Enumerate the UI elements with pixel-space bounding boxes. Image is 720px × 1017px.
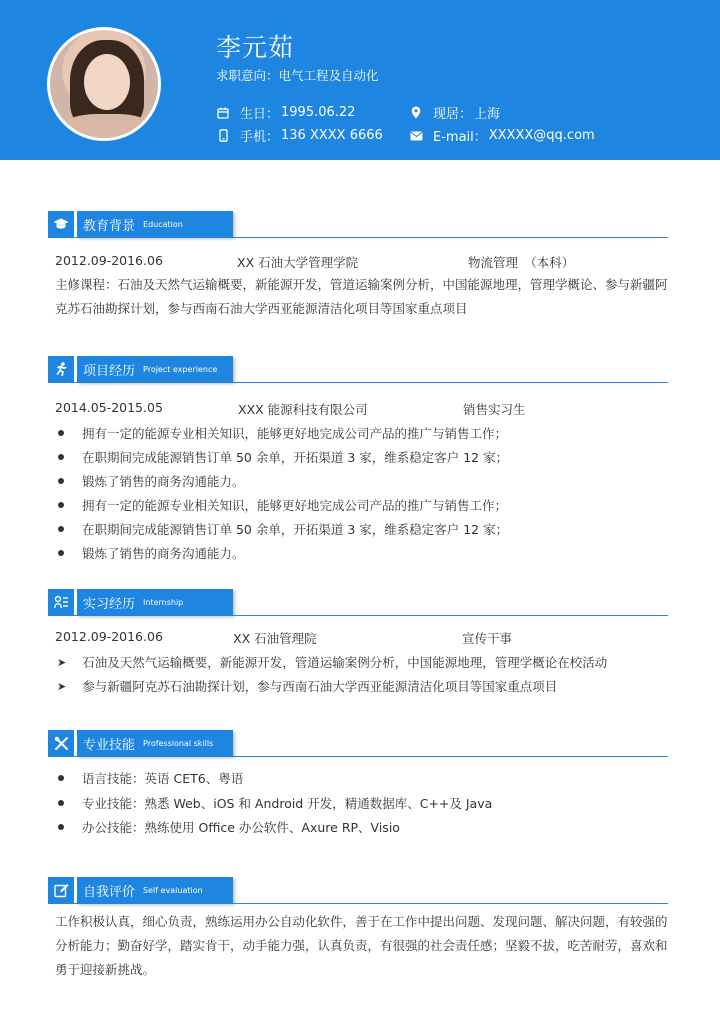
section-title-project bbox=[48, 356, 233, 382]
location-pin-icon bbox=[409, 106, 423, 120]
home-info bbox=[409, 103, 500, 122]
section-divider bbox=[48, 756, 668, 757]
self-title-en: Self evaluation bbox=[143, 885, 203, 895]
phone-label: 手机： bbox=[240, 130, 280, 145]
section-title-skills bbox=[48, 730, 233, 756]
project-title: 项目经历 bbox=[83, 363, 136, 379]
internship-company: XX 石油管理院 bbox=[233, 631, 317, 646]
internship-title-en: Internship bbox=[143, 597, 184, 607]
education-major: 物流管理 （本科） bbox=[468, 255, 575, 270]
email-info bbox=[409, 126, 595, 145]
list-item: ➤ 石油及天然气运输概要，新能源开发，管道运输案例分析，中国能源地理，管理学概论在校活动 bbox=[57, 655, 608, 670]
job-intent: 求职意向：电气工程及自动化 bbox=[216, 68, 379, 83]
internship-period: 2012.09-2016.06 bbox=[55, 629, 163, 644]
internship-title: 实习经历 bbox=[83, 596, 136, 612]
project-role: 销售实习生 bbox=[463, 402, 526, 417]
resume-header bbox=[0, 0, 720, 160]
self-title: 自我评价 bbox=[83, 884, 136, 900]
section-divider bbox=[48, 615, 668, 616]
education-courses: 主修课程：石油及天然气运输概要，新能源开发，管道运输案例分析，中国能源地理，管理学概论、参与新疆阿克苏石油勘探计划，参与西南石油大学西亚能源清洁化项目等国家重点项目 bbox=[55, 277, 668, 316]
list-item: 语言技能：英语 CET6、粤语 bbox=[55, 769, 243, 787]
email-value[interactable]: XXXXX@qq.com bbox=[488, 128, 595, 143]
list-item: 拥有一定的能源专业相关知识，能够更好地完成公司产品的推广与销售工作； bbox=[55, 424, 507, 442]
birth-info bbox=[216, 103, 355, 122]
person-list-icon bbox=[48, 589, 74, 615]
phone-info bbox=[216, 126, 383, 145]
skills-title-en: Professional skills bbox=[143, 738, 214, 748]
list-item: 办公技能：熟练使用 Office 办公软件、Axure RP、Visio bbox=[55, 818, 400, 836]
home-value: 上海 bbox=[474, 107, 501, 122]
list-item: ➤ 参与新疆阿克苏石油勘探计划，参与西南石油大学西亚能源清洁化项目等国家重点项目 bbox=[57, 679, 558, 694]
avatar bbox=[47, 27, 161, 141]
skills-title: 专业技能 bbox=[83, 737, 136, 753]
section-title-education bbox=[48, 211, 233, 237]
list-item: 锻炼了销售的商务沟通能力。 bbox=[55, 544, 245, 562]
section-title-self bbox=[48, 877, 233, 903]
project-period: 2014.05-2015.05 bbox=[55, 400, 163, 415]
education-title-en: Education bbox=[143, 219, 183, 229]
list-item: 在职期间完成能源销售订单 50 余单，开拓渠道 3 家，维系稳定客户 12 家； bbox=[55, 520, 508, 538]
list-item: 拥有一定的能源专业相关知识，能够更好地完成公司产品的推广与销售工作； bbox=[55, 496, 507, 514]
section-divider bbox=[48, 237, 668, 238]
list-item: 专业技能：熟悉 Web、iOS 和 Android 开发，精通数据库、C++及 Java bbox=[55, 794, 492, 812]
internship-role: 宣传干事 bbox=[462, 631, 513, 646]
education-title: 教育背景 bbox=[83, 218, 136, 234]
birth-value: 1995.06.22 bbox=[281, 105, 356, 120]
runner-icon bbox=[48, 356, 74, 382]
edit-icon bbox=[48, 877, 74, 903]
calendar-icon bbox=[216, 106, 230, 120]
project-company: XXX 能源科技有限公司 bbox=[238, 402, 368, 417]
list-item: 在职期间完成能源销售订单 50 余单，开拓渠道 3 家，维系稳定客户 12 家； bbox=[55, 448, 508, 466]
birth-label: 生日： bbox=[240, 107, 280, 122]
phone-icon bbox=[216, 129, 230, 143]
candidate-name: 李元茹 bbox=[216, 33, 295, 62]
project-title-en: Project experience bbox=[143, 364, 218, 374]
phone-value: 136 XXXX 6666 bbox=[281, 128, 383, 143]
tools-icon bbox=[48, 730, 74, 756]
graduation-cap-icon bbox=[48, 211, 74, 237]
self-evaluation-text: 工作积极认真，细心负责，熟练运用办公自动化软件，善于在工作中提出问题、发现问题、解决问题，有较强的分析能力；勤奋好学，踏实肯干，动手能力强，认真负责，有很强的社会责任感；坚毅不拔，吃苦耐劳，喜欢和勇于迎接新挑战。 bbox=[55, 914, 668, 977]
list-item: 锻炼了销售的商务沟通能力。 bbox=[55, 472, 245, 490]
section-divider bbox=[48, 903, 668, 904]
education-period: 2012.09-2016.06 bbox=[55, 253, 163, 268]
home-label: 现居： bbox=[433, 107, 473, 122]
envelope-icon bbox=[409, 129, 423, 143]
section-title-internship bbox=[48, 589, 233, 615]
email-label: E-mail： bbox=[433, 130, 487, 145]
section-divider bbox=[48, 382, 668, 383]
education-school: XX 石油大学管理学院 bbox=[237, 255, 359, 270]
